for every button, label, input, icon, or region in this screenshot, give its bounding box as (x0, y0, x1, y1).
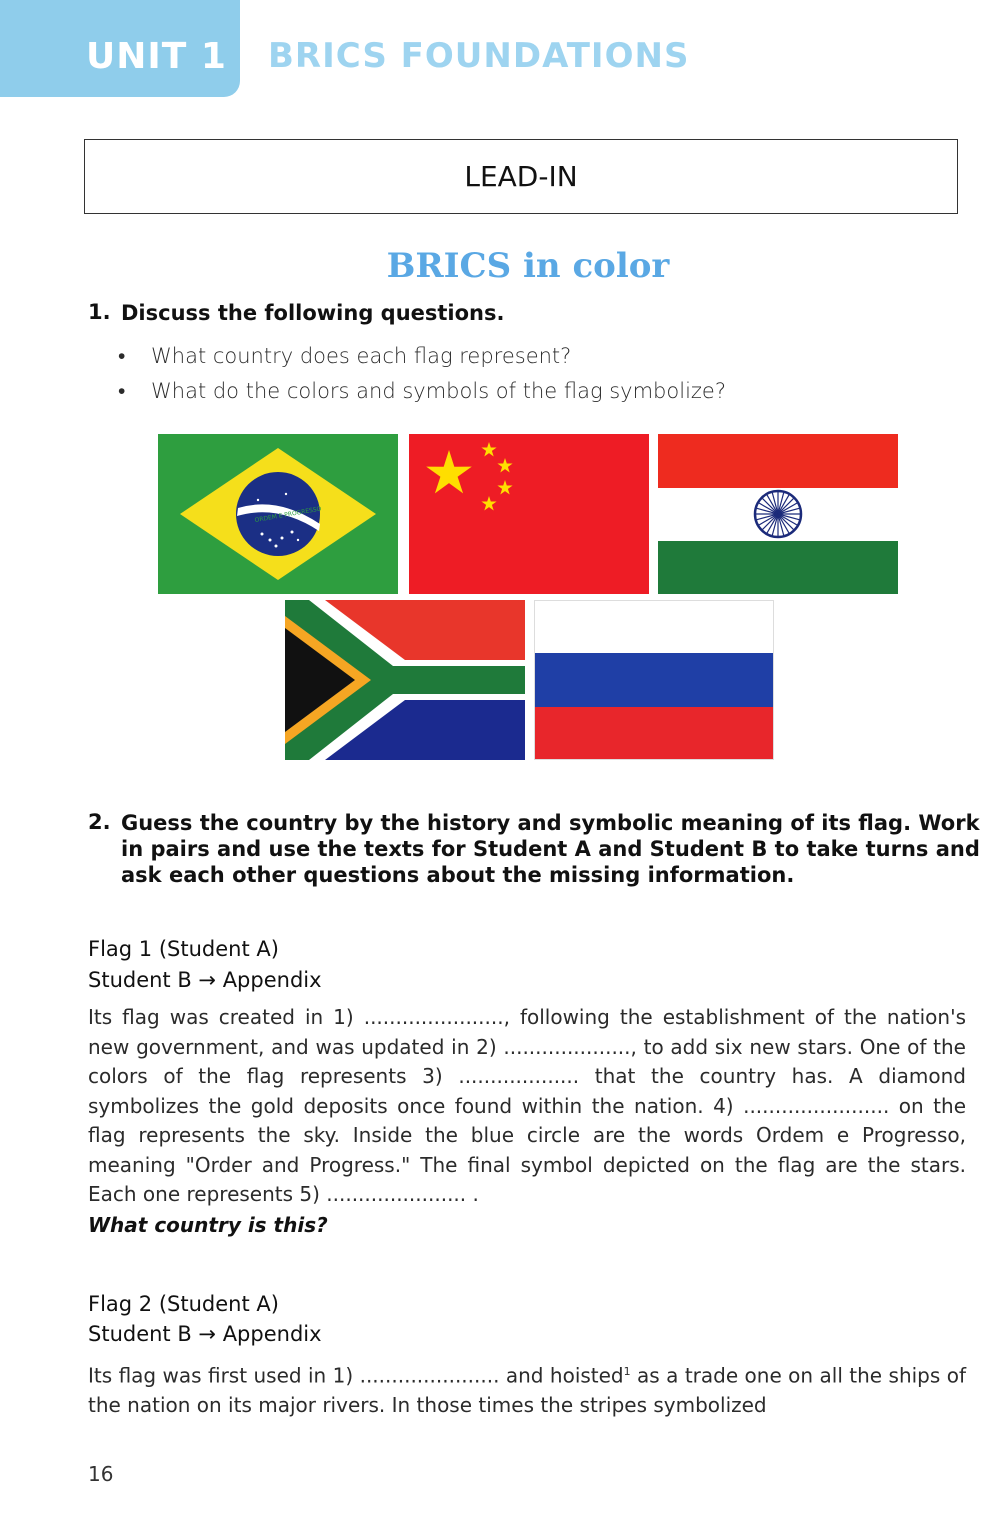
task-2-line: Guess the country by the history and symbolic meaning of its flag. Work (121, 811, 980, 835)
china-flag (409, 434, 649, 594)
flag-1-heading: Flag 1 (Student A) (88, 937, 279, 961)
task-1-instruction: Discuss the following questions. (121, 301, 505, 325)
flag-1-reference: Student B → Appendix (88, 968, 322, 992)
flag-2-text-start: Its flag was first used in 1) ...................... and hoisted (88, 1363, 624, 1388)
task-2-line: in pairs and use the texts for Student A and Student B to take turns and (121, 837, 980, 861)
page-number: 16 (88, 1462, 114, 1486)
flag-2-text-end: as a trade one on all the ships of the nation on its major rivers. In those times the stripes symbolized (88, 1363, 966, 1418)
task-2-number: 2. (88, 810, 111, 834)
bullet-dot: • (118, 379, 126, 403)
flag-1-text: Its flag was created in 1) ......................, following the establishment of the nation's new government, and was updated in 2) ...................., to add six new stars. One of the colors of the flag represents 3) ................... that the country has. A diamond symbolizes the gold deposits once found within the nation. 4) ....................... on the flag represents the sky. Inside the blue circle are the words Ordem e Progresso, meaning "Order and Progress." The final symbol depicted on the flag are the stars. Each one represents 5) ...................... . (88, 1005, 966, 1206)
unit-label: UNIT 1 (86, 36, 227, 77)
section-title: BRICS in color (386, 246, 670, 286)
bullet-text: What do the colors and symbols of the flag symbolize? (151, 379, 726, 403)
task-1-number: 1. (88, 300, 111, 324)
flag-1-text-block (88, 1003, 966, 1240)
bullet-text: What country does each flag represent? (151, 344, 572, 368)
south-africa-flag (285, 600, 525, 760)
task-2-instruction (121, 810, 980, 888)
flag-1-question: What country is this? (88, 1212, 328, 1237)
bullet-dot: • (118, 344, 126, 368)
brazil-motto: ORDEM E PROGRESSO (254, 505, 322, 525)
footnote-marker: 1 (623, 1365, 631, 1378)
russia-flag (534, 600, 774, 760)
lead-in-box (84, 139, 958, 214)
bullet-item (118, 379, 726, 404)
task-2-line: ask each other questions about the missing information. (121, 863, 795, 887)
flag-2-reference: Student B → Appendix (88, 1322, 322, 1346)
flag-2-text-block (88, 1357, 966, 1421)
bullet-item (118, 344, 571, 369)
unit-title: BRICS FOUNDATIONS (268, 36, 690, 76)
lead-in-label: LEAD-IN (464, 160, 578, 193)
flag-2-heading: Flag 2 (Student A) (88, 1292, 279, 1316)
india-flag (658, 434, 898, 594)
brazil-flag (158, 434, 398, 594)
